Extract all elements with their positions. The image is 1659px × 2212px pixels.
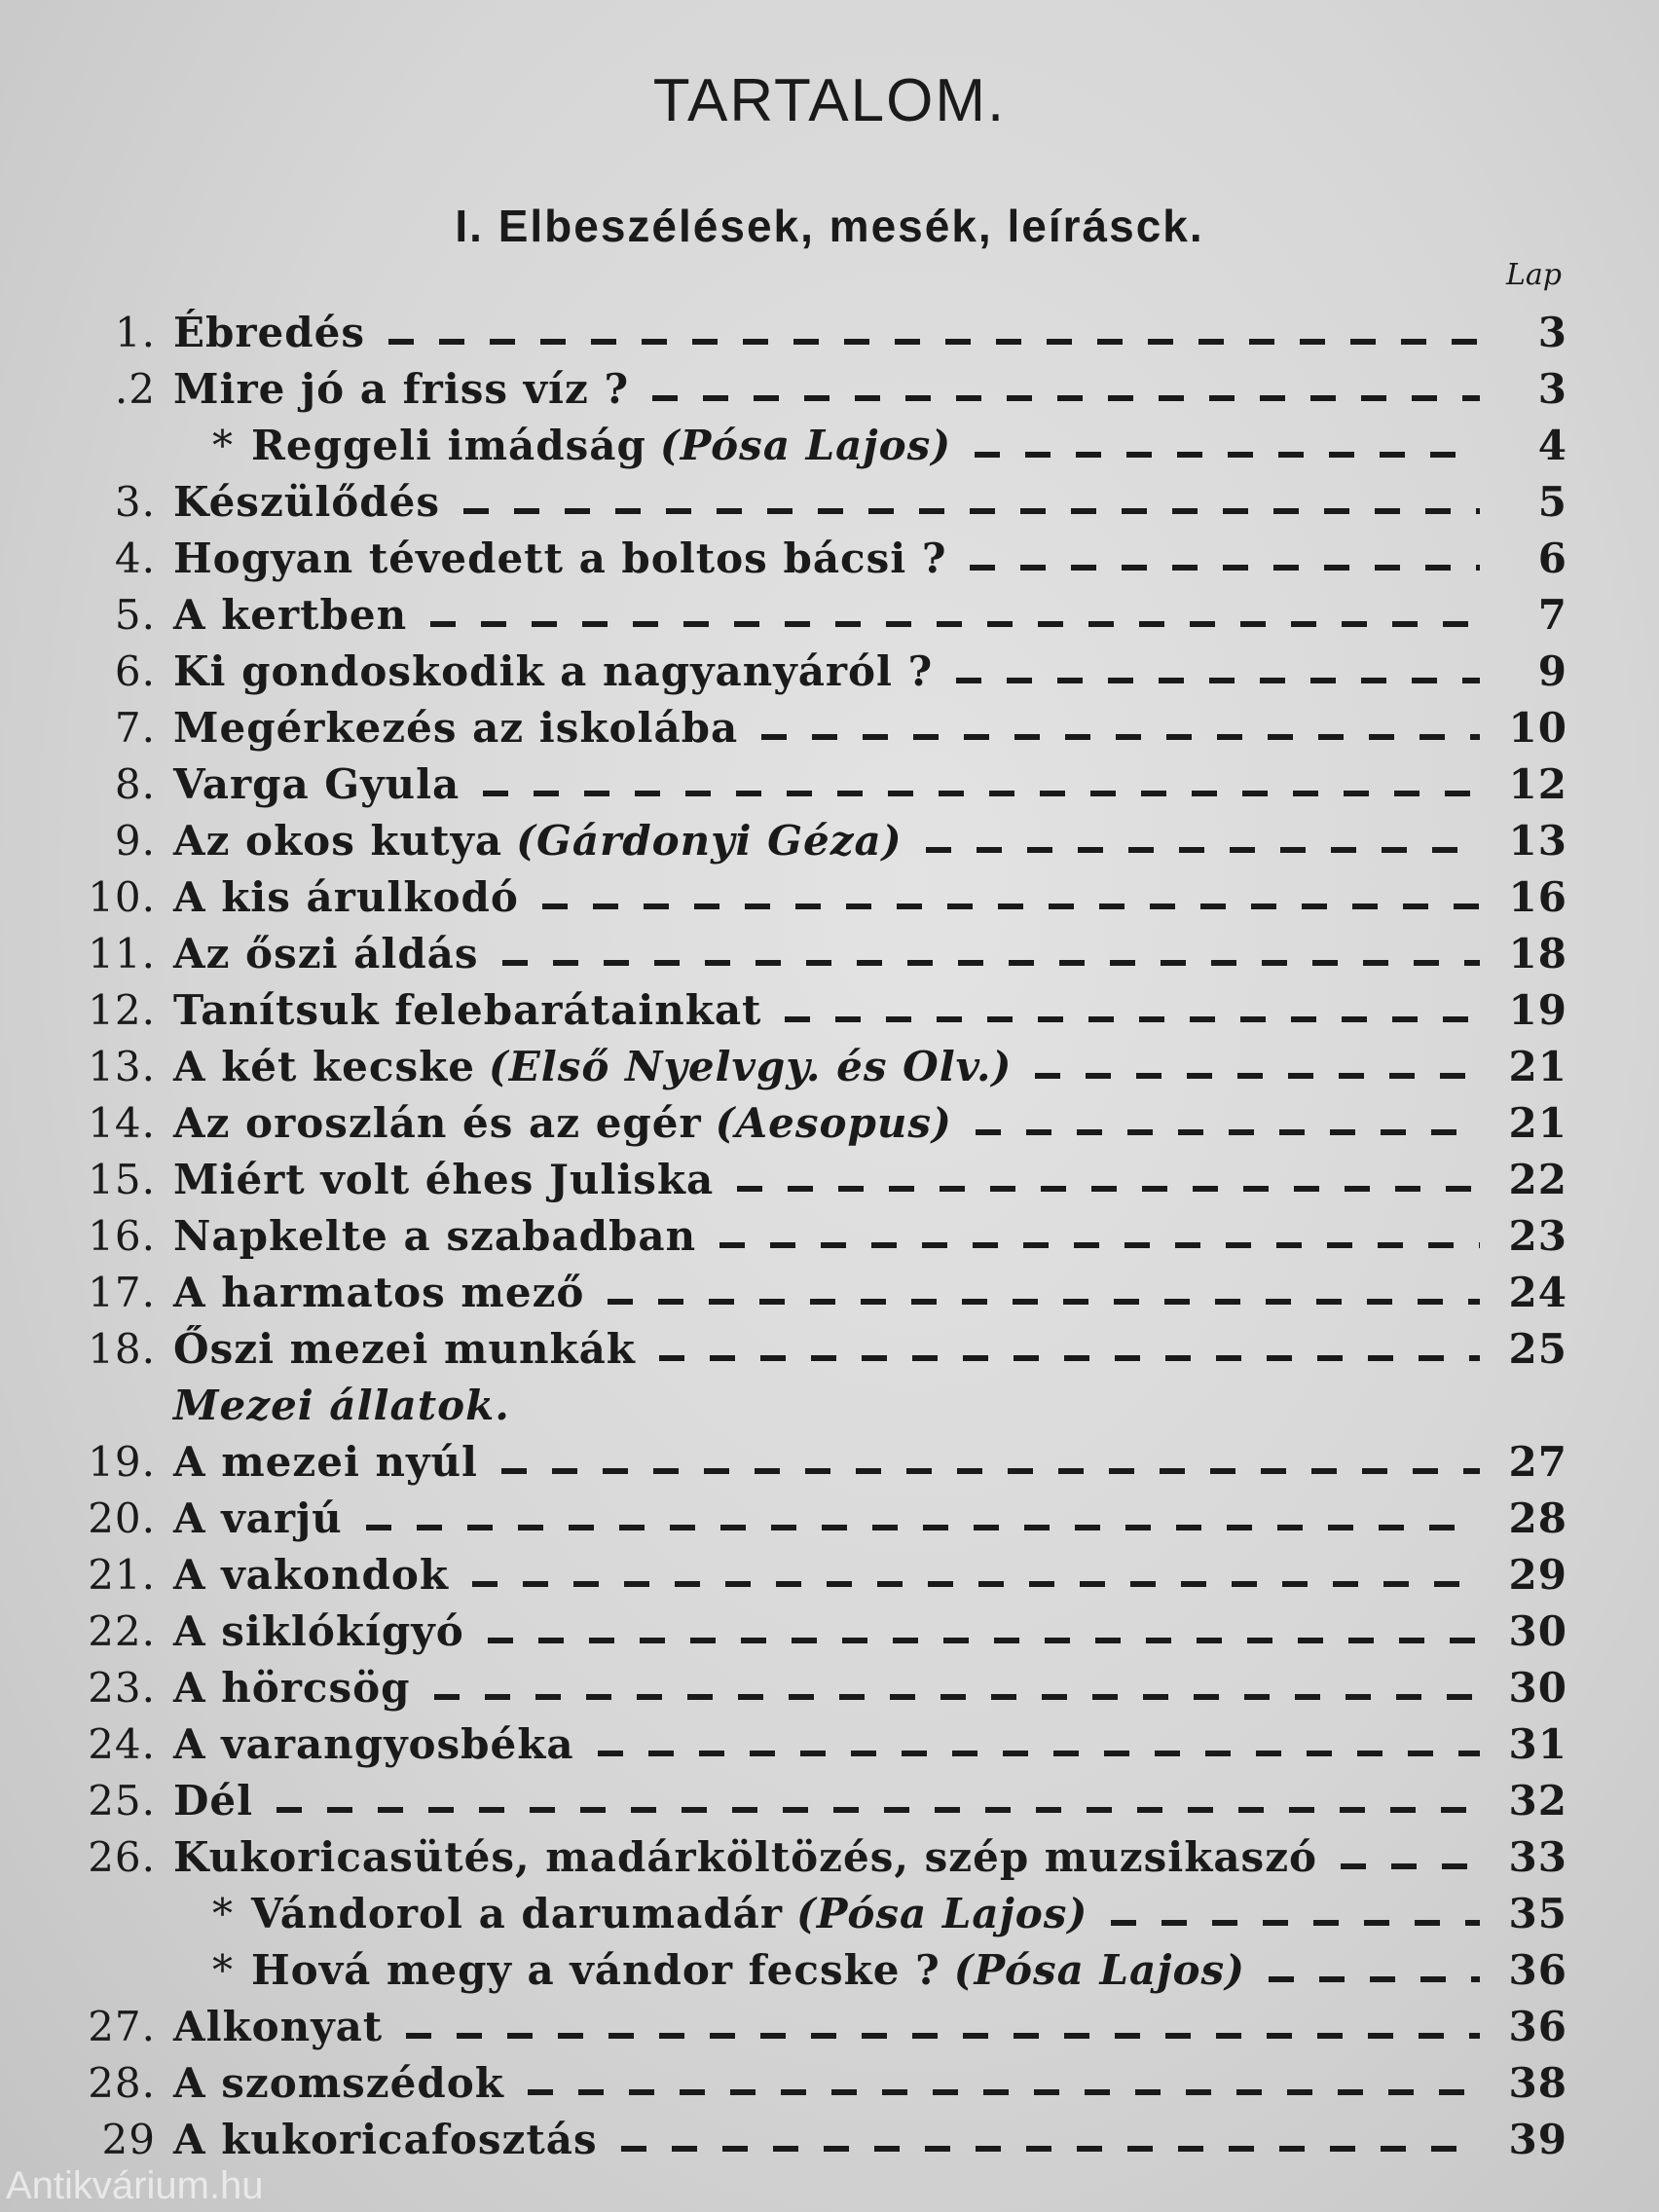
entry-title: Reggeli imádság: [251, 421, 646, 469]
page-title: TARTALOM.: [652, 67, 1007, 134]
entry-number: 24.: [88, 1719, 156, 1768]
entry-author: (Pósa Lajos): [796, 1889, 1088, 1937]
dash-leader: [528, 2089, 1480, 2095]
entry-page-number: 7: [1537, 590, 1567, 639]
entry-author: (Első Nyelvgy. és Olv.): [488, 1042, 1013, 1090]
dash-leader: [483, 791, 1480, 796]
toc-entry: [68, 1659, 1567, 1715]
entry-title: Alkonyat: [173, 2002, 384, 2050]
entry-title: A kis árulkodó: [173, 872, 519, 921]
toc-entry: [68, 304, 1567, 360]
entry-title: A kertben: [173, 590, 408, 639]
entry-title: A varangyosbéka: [173, 1719, 574, 1768]
entry-page-number: 22: [1508, 1155, 1567, 1203]
dash-leader: [502, 960, 1480, 966]
entry-title: Mire jó a friss víz ?: [173, 364, 630, 413]
dash-leader: [430, 621, 1480, 627]
dash-leader: [1035, 1073, 1480, 1079]
dash-leader: [542, 903, 1480, 909]
entry-page-number: 13: [1508, 816, 1567, 865]
dash-leader: [388, 339, 1480, 345]
entry-title: Ki gondoskodik a nagyanyáról ?: [173, 646, 934, 695]
entry-page-number: 21: [1508, 1042, 1567, 1090]
dash-leader: [652, 395, 1480, 401]
entry-page-number: 27: [1508, 1437, 1567, 1486]
entry-number: 4.: [114, 534, 156, 582]
entry-title: Kukoricasütés, madárköltözés, szép muzsikaszó: [173, 1832, 1318, 1881]
toc-entry: [68, 1490, 1567, 1546]
entry-author: (Aesopus): [715, 1098, 952, 1147]
entry-number: 17.: [88, 1268, 156, 1316]
entry-number: 22.: [88, 1606, 156, 1655]
entry-page-number: 39: [1508, 2115, 1567, 2163]
entry-number: 11.: [88, 929, 156, 977]
entry-number: 5.: [114, 590, 156, 639]
toc-entry: [68, 1151, 1567, 1207]
toc-entry: [68, 1772, 1567, 1828]
entry-page-number: 23: [1508, 1211, 1567, 1260]
entry-title: Miért volt éhes Juliska: [173, 1155, 715, 1203]
entry-title: Őszi mezei munkák: [173, 1324, 636, 1373]
entry-page-number: 12: [1508, 759, 1567, 808]
entry-title: Megérkezés az iskolába: [173, 703, 739, 752]
entry-title: A mezei nyúl: [173, 1437, 478, 1486]
entry-page-number: 16: [1508, 872, 1567, 921]
entry-title: A két kecske: [173, 1042, 475, 1090]
entry-title: Hogyan tévedett a boltos bácsi ?: [173, 534, 947, 582]
entry-page-number: 24: [1508, 1268, 1567, 1316]
entry-title: Hová megy a vándor fecske ?: [251, 1945, 940, 1994]
toc-entry: [68, 1998, 1567, 2054]
entry-number: 20.: [88, 1493, 156, 1542]
entry-page-number: 36: [1508, 2002, 1567, 2050]
entry-number: 1.: [114, 308, 156, 356]
section-title: I. Elbeszélések, mesék, leírásck.: [455, 201, 1204, 251]
toc-entry: [68, 2111, 1567, 2167]
entry-page-number: 3: [1537, 308, 1567, 356]
entry-page-number: 33: [1508, 1832, 1567, 1881]
toc-entry: [68, 586, 1567, 643]
entry-page-number: 36: [1508, 1945, 1567, 1994]
toc-entry: [68, 1038, 1567, 1094]
toc-entry: [68, 643, 1567, 699]
entry-number: 8.: [114, 759, 156, 808]
entry-author: (Pósa Lajos): [953, 1945, 1245, 1994]
entry-page-number: 30: [1508, 1606, 1567, 1655]
entry-title: A varjú: [173, 1493, 343, 1542]
entry-title: Tanítsuk felebarátainkat: [173, 985, 762, 1034]
entry-page-number: 29: [1508, 1550, 1567, 1599]
entry-number: 3.: [114, 477, 156, 526]
dash-leader: [737, 1186, 1480, 1192]
dash-leader: [598, 1751, 1480, 1756]
dash-leader: [463, 508, 1480, 514]
entry-number: 27.: [88, 2002, 156, 2050]
entry-author: (Pósa Lajos): [659, 421, 952, 469]
entry-number: 12.: [88, 985, 156, 1034]
entry-page-number: 9: [1537, 646, 1567, 695]
entry-page-number: 32: [1508, 1776, 1567, 1825]
entry-page-number: 5: [1537, 477, 1567, 526]
toc-subheading: [68, 1377, 1567, 1433]
toc-entry: [68, 1603, 1567, 1659]
entry-page-number: 38: [1508, 2058, 1567, 2107]
toc-entry: [68, 1941, 1567, 1998]
entry-page-number: 4: [1537, 421, 1567, 469]
entry-page-number: 3: [1537, 364, 1567, 413]
toc-entry: [68, 360, 1567, 417]
entry-page-number: 31: [1508, 1719, 1567, 1768]
page-column-label: Lap: [1505, 258, 1562, 292]
entry-number: 15.: [88, 1155, 156, 1203]
entry-page-number: 21: [1508, 1098, 1567, 1147]
entry-page-number: 18: [1508, 929, 1567, 977]
toc-entry: [68, 473, 1567, 530]
toc-entry: [68, 756, 1567, 812]
entry-number: *: [212, 421, 234, 469]
dash-leader: [956, 678, 1480, 683]
toc-entry: [68, 2054, 1567, 2111]
entry-number: 10.: [88, 872, 156, 921]
entry-title: Az oroszlán és az egér: [173, 1098, 702, 1147]
toc-entry: [68, 1207, 1567, 1264]
entry-page-number: 25: [1508, 1324, 1567, 1373]
dash-leader: [501, 1468, 1480, 1474]
dash-leader: [761, 734, 1480, 740]
entry-number: 28.: [88, 2058, 156, 2107]
dash-leader: [488, 1638, 1480, 1643]
toc-entry: [68, 812, 1567, 868]
toc-entry: [68, 530, 1567, 586]
entry-page-number: 10: [1508, 703, 1567, 752]
entry-page-number: 6: [1537, 534, 1567, 582]
toc-entry: [68, 868, 1567, 925]
dash-leader: [1111, 1920, 1480, 1926]
entry-title: A szomszédok: [173, 2058, 504, 2107]
dash-leader: [608, 1299, 1480, 1305]
toc-entry: [68, 1094, 1567, 1151]
watermark: Antikvárium.hu: [6, 2164, 264, 2207]
entry-page-number: 30: [1508, 1663, 1567, 1712]
toc-entry: [68, 699, 1567, 756]
entry-number: 13.: [88, 1042, 156, 1090]
toc-entry: [68, 1320, 1567, 1377]
entry-page-number: 28: [1508, 1493, 1567, 1542]
toc-entry: [68, 1885, 1567, 1941]
entry-number: 16.: [88, 1211, 156, 1260]
entry-number: 6.: [114, 646, 156, 695]
entry-number: .2: [114, 364, 156, 413]
entry-number: 18.: [88, 1324, 156, 1373]
entry-title: Az őszi áldás: [173, 929, 479, 977]
entry-number: 19.: [88, 1437, 156, 1486]
dash-leader: [719, 1242, 1480, 1248]
entry-title: A harmatos mező: [173, 1268, 585, 1316]
dash-leader: [659, 1355, 1480, 1361]
entry-title: Vándorol a darumadár: [251, 1889, 784, 1937]
dash-leader: [1341, 1863, 1480, 1869]
dash-leader: [926, 847, 1480, 853]
dash-leader: [406, 2033, 1480, 2039]
toc-entry: [68, 1715, 1567, 1772]
entry-number: 21.: [88, 1550, 156, 1599]
dash-leader: [434, 1694, 1481, 1700]
dash-leader: [366, 1525, 1480, 1530]
entry-number: 7.: [114, 703, 156, 752]
dash-leader: [276, 1807, 1480, 1813]
entry-number: 9.: [114, 816, 156, 865]
toc-entry: [68, 417, 1567, 473]
entry-title: A kukoricafosztás: [173, 2115, 598, 2163]
entry-number: 14.: [88, 1098, 156, 1147]
entry-number: *: [212, 1889, 234, 1937]
dash-leader: [976, 1129, 1480, 1135]
dash-leader: [621, 2146, 1480, 2152]
entry-title: Készülődés: [173, 477, 441, 526]
entry-title: Dél: [173, 1776, 254, 1825]
dash-leader: [970, 565, 1480, 571]
entry-title: Varga Gyula: [173, 759, 461, 808]
table-of-contents: [68, 304, 1567, 2167]
entry-author: (Gárdonyi Géza): [516, 816, 903, 865]
dash-leader: [472, 1581, 1480, 1587]
toc-entry: [68, 1828, 1567, 1885]
entry-number: *: [212, 1945, 234, 1994]
entry-title: A vakondok: [173, 1550, 449, 1599]
dash-leader: [785, 1016, 1480, 1022]
entry-number: 25.: [88, 1776, 156, 1825]
entry-number: 26.: [88, 1832, 156, 1881]
dash-leader: [975, 452, 1480, 458]
entry-title: A siklókígyó: [173, 1606, 464, 1655]
toc-entry: [68, 981, 1567, 1038]
toc-entry: [68, 925, 1567, 981]
entry-page-number: 35: [1508, 1889, 1567, 1937]
toc-entry: [68, 1546, 1567, 1603]
dash-leader: [1269, 1976, 1480, 1982]
entry-page-number: 19: [1508, 985, 1567, 1034]
toc-entry: [68, 1433, 1567, 1490]
toc-entry: [68, 1264, 1567, 1320]
entry-number: 23.: [88, 1663, 156, 1712]
subheading-text: Mezei állatok.: [173, 1381, 510, 1429]
entry-title: Ébredés: [173, 308, 365, 356]
entry-number: 29: [101, 2115, 156, 2163]
entry-title: Az okos kutya: [173, 816, 503, 865]
entry-title: Napkelte a szabadban: [173, 1211, 697, 1260]
entry-title: A hörcsög: [173, 1663, 411, 1712]
